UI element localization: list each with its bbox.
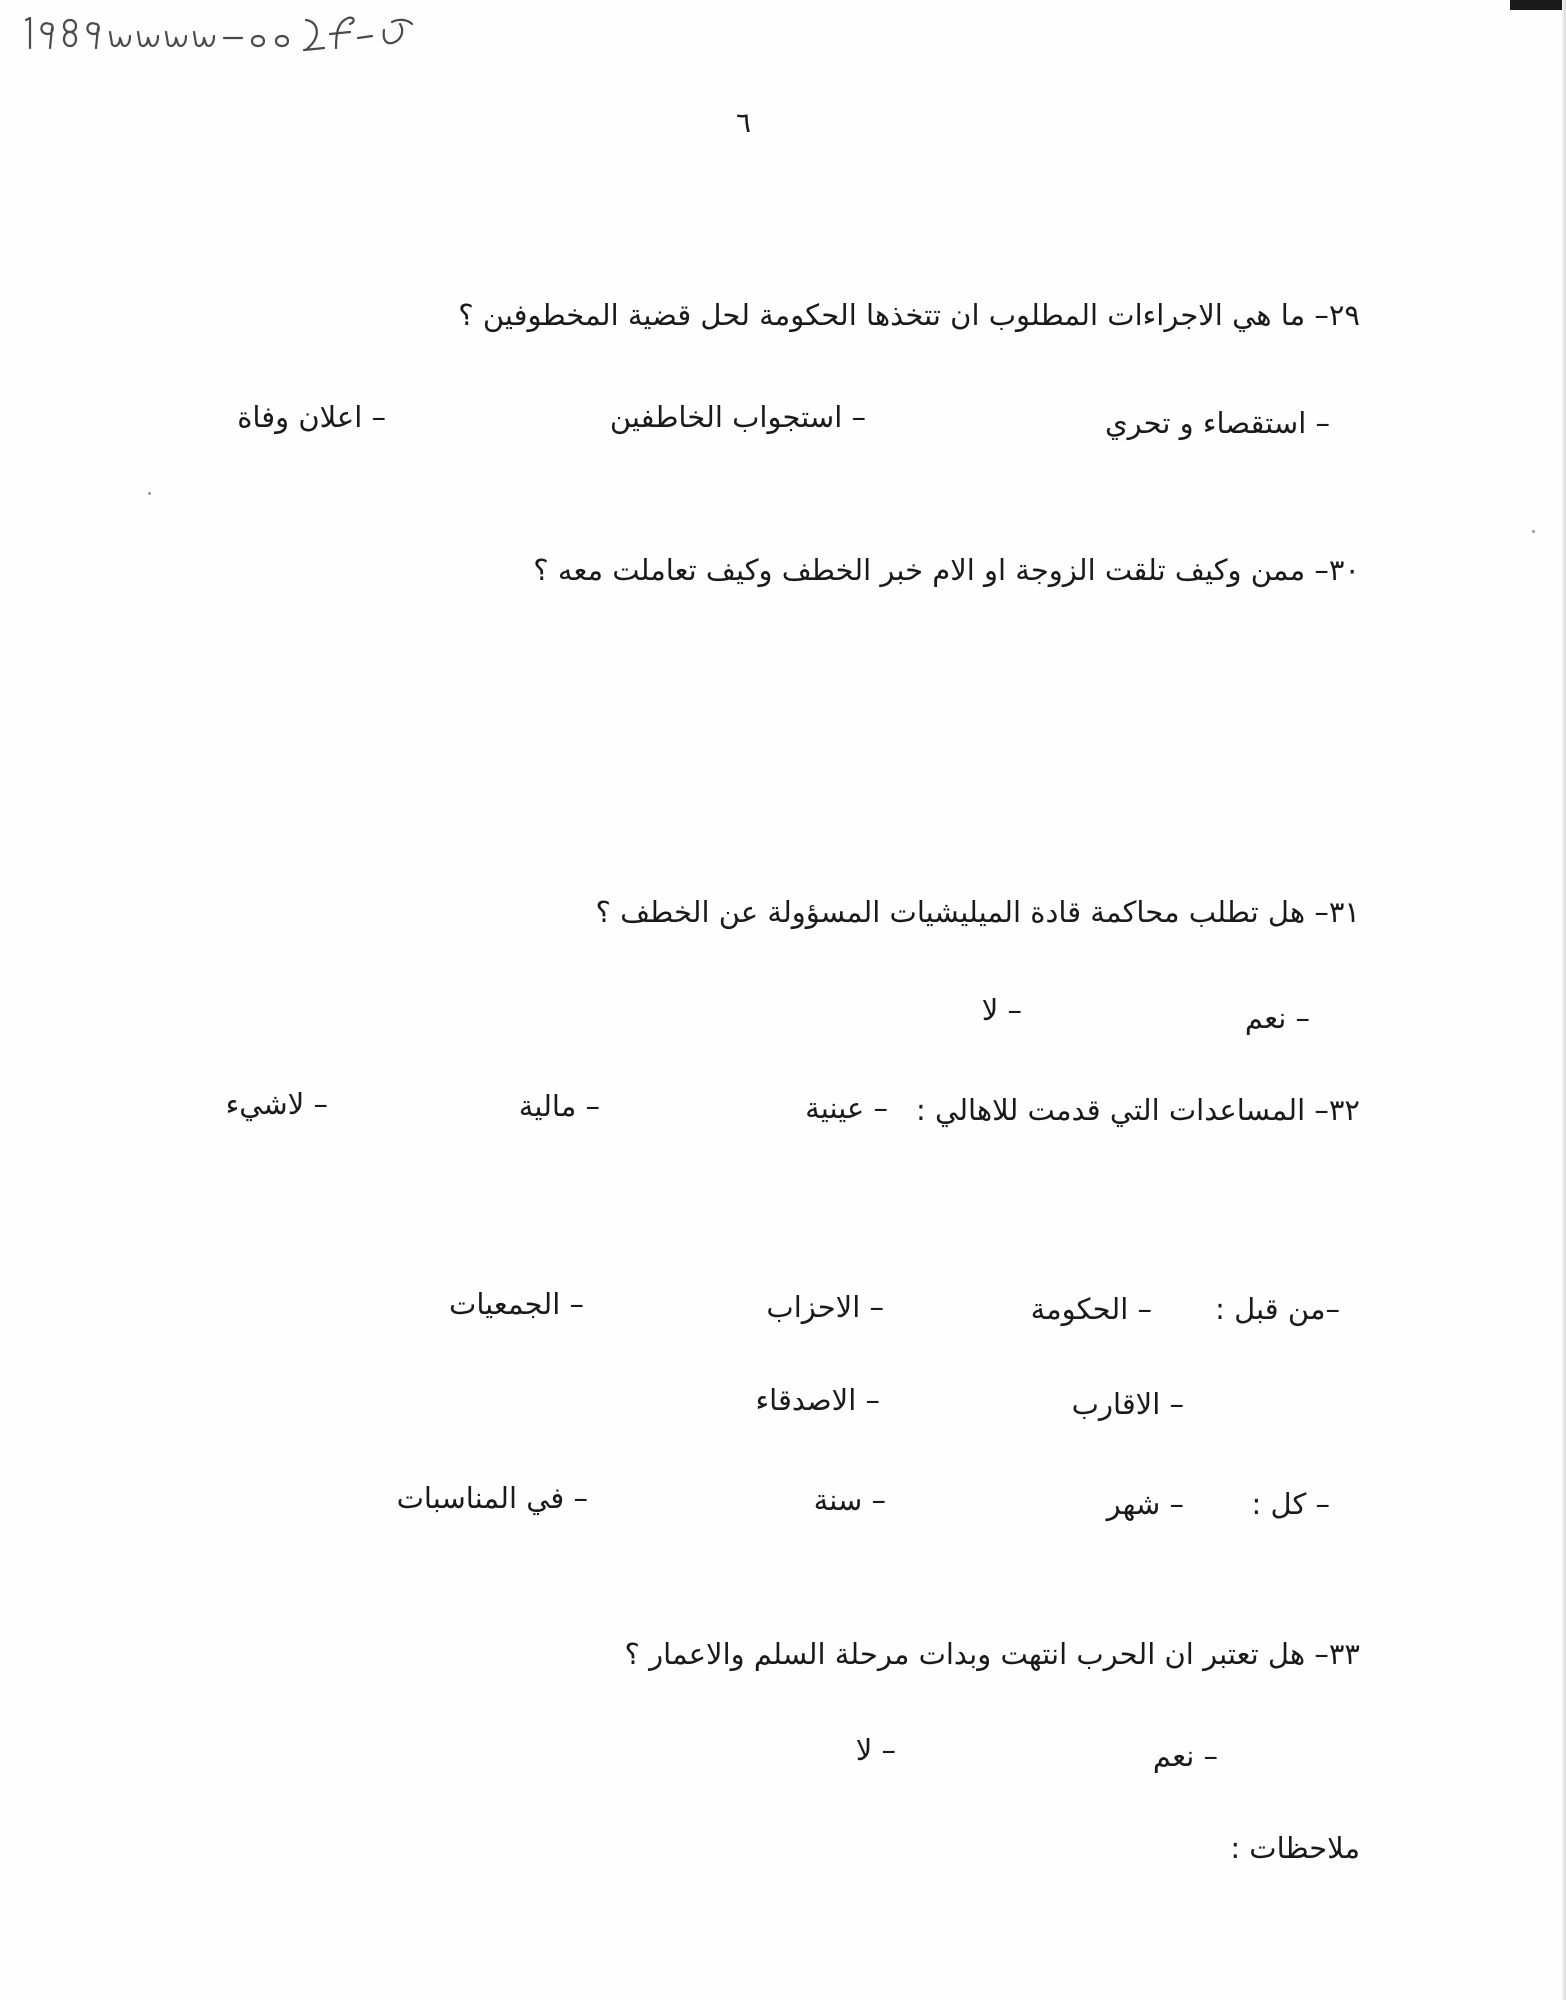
scan-speck [1532, 530, 1535, 533]
handwritten-reference [20, 10, 460, 60]
notes-label: ملاحظات : [1230, 1831, 1360, 1865]
question-30: ٣٠– ممن وكيف تلقت الزوجة او الام خبر الخطف وكيف تعاملت معه ؟ [533, 553, 1360, 587]
q31-option-yes: – نعم [1244, 1001, 1310, 1035]
question-32: ٣٢– المساعدات التي قدمت للاهالي : [916, 1093, 1360, 1127]
scan-edge-top [1510, 0, 1566, 10]
q32-every-occasions: – في المناسبات [396, 1481, 588, 1515]
q32-type-nothing: – لاشيء [225, 1087, 328, 1121]
q33-option-no: – لا [855, 1733, 896, 1767]
q32-every-year: – سنة [813, 1483, 886, 1517]
question-33: ٣٣– هل تعتبر ان الحرب انتهت وبدات مرحلة السلم والاعمار ؟ [624, 1637, 1360, 1671]
q32-every-label: – كل : [1251, 1487, 1330, 1521]
q32-from-associations: – الجمعيات [449, 1287, 584, 1321]
q33-option-yes: – نعم [1152, 1739, 1218, 1773]
q32-from-label: –من قبل : [1215, 1292, 1340, 1326]
q32-from-parties: – الاحزاب [766, 1290, 884, 1324]
question-29: ٢٩– ما هي الاجراءات المطلوب ان تتخذها الحكومة لحل قضية المخطوفين ؟ [458, 298, 1360, 332]
q32-from-relatives: – الاقارب [1071, 1387, 1184, 1421]
scan-speck [148, 492, 151, 495]
q29-option-interrogate-kidnappers: – استجواب الخاطفين [609, 400, 866, 434]
question-31: ٣١– هل تطلب محاكمة قادة الميليشيات المسؤولة عن الخطف ؟ [595, 895, 1360, 929]
q32-type-financial: – مالية [518, 1089, 600, 1123]
q29-option-declare-death: – اعلان وفاة [237, 400, 386, 434]
q32-from-government: – الحكومة [1030, 1292, 1152, 1326]
page-number: ٦ [736, 106, 752, 139]
q32-type-in-kind: – عينية [805, 1091, 888, 1125]
q32-every-month: – شهر [1106, 1487, 1184, 1521]
q32-from-friends: – الاصدقاء [755, 1383, 880, 1417]
q29-option-investigation: – استقصاء و تحري [1104, 406, 1330, 440]
scan-edge-right [1562, 0, 1566, 2000]
q31-option-no: – لا [981, 993, 1022, 1027]
